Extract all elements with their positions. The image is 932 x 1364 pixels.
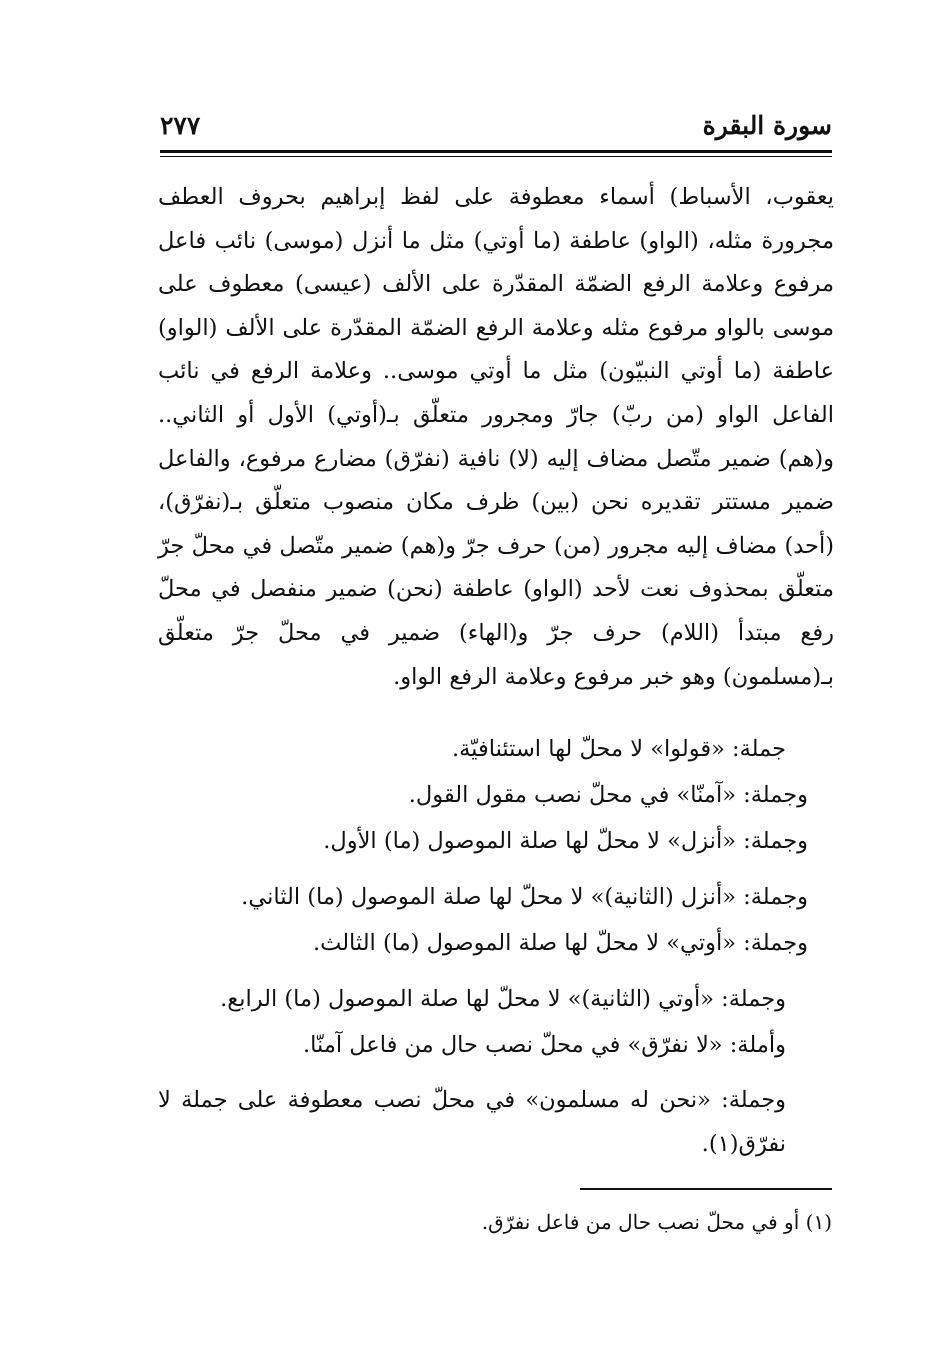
page-header [160,100,832,150]
footnote-rule [580,1188,832,1190]
footnote: (١) أو في محلّ نصب حال من فاعل نفرّق. [481,1210,832,1234]
page-number: ٢٧٧ [160,110,201,140]
sentence-list [158,726,834,1166]
sentence-5: وجملة: «أوتي» لا محلّ لها صلة الموصول (ما) الثالث. [312,930,808,956]
sentence-7: وأملة: «لا نفرّق» في محلّ نصب حال من فاعل آمنّا. [303,1032,786,1058]
sentence-4: وجملة: «أنزل (الثانية)» لا محلّ لها صلة الموصول (ما) الثاني. [241,884,808,910]
sentence-1: جملة: «قولوا» لا محلّ لها استئنافيّة. [451,736,786,762]
page-title: سورة البقرة [702,110,832,140]
header-rule [160,150,832,153]
sentence-8: وجملة: «نحن له مسلمون» في محلّ نصب معطوفة على جملة لا نفرّق(١). [158,1087,786,1157]
header-rule-thin [160,156,832,157]
sentence-3: وجملة: «أنزل» لا محلّ لها صلة الموصول (ما) الأول. [323,828,808,854]
sentence-6: وجملة: «أوتي (الثانية)» لا محلّ لها صلة الموصول (ما) الرابع. [220,986,786,1012]
body-paragraph: يعقوب، الأسباط) أسماء معطوفة على لفظ إبراهيم بحروف العطف مجرورة مثله، (الواو) عاطفة (ما أوتي) مثل ما أنزل (موسى) نائب فاعل مرفوع وعلامة الرفع الضمّة المقدّرة على الألف (عيسى) معطوف على موسى بالواو مرفوع مثله وعلامة الرفع الضمّة المقدّرة على الألف (الواو) عاطفة (ما أوتي النبيّون) مثل ما أوتي موسى.. وعلامة الرفع في نائب الفاعل الواو (من ربّ) جارّ ومجرور متعلّق بـ(أوتي) الأول أو الثاني.. و(هم) ضمير متّصل مضاف إليه (لا) نافية (نفرّق) مضارع مرفوع، والفاعل ضمير مستتر تقديره نحن (بين) ظرف مكان منصوب متعلّق بـ(نفرّق)، (أحد) مضاف إليه مجرور (من) حرف جرّ و(هم) ضمير متّصل في محلّ جرّ متعلّق بمحذوف نعت لأحد (الواو) عاطفة (نحن) ضمير منفصل في محلّ رفع مبتدأ (اللام) حرف جرّ و(الهاء) ضمير في محلّ جرّ متعلّق بـ(مسلمون) وهو خبر مرفوع وعلامة الرفع الواو. [158,184,834,690]
sentence-2: وجملة: «آمنّا» في محلّ نصب مقول القول. [408,782,808,808]
